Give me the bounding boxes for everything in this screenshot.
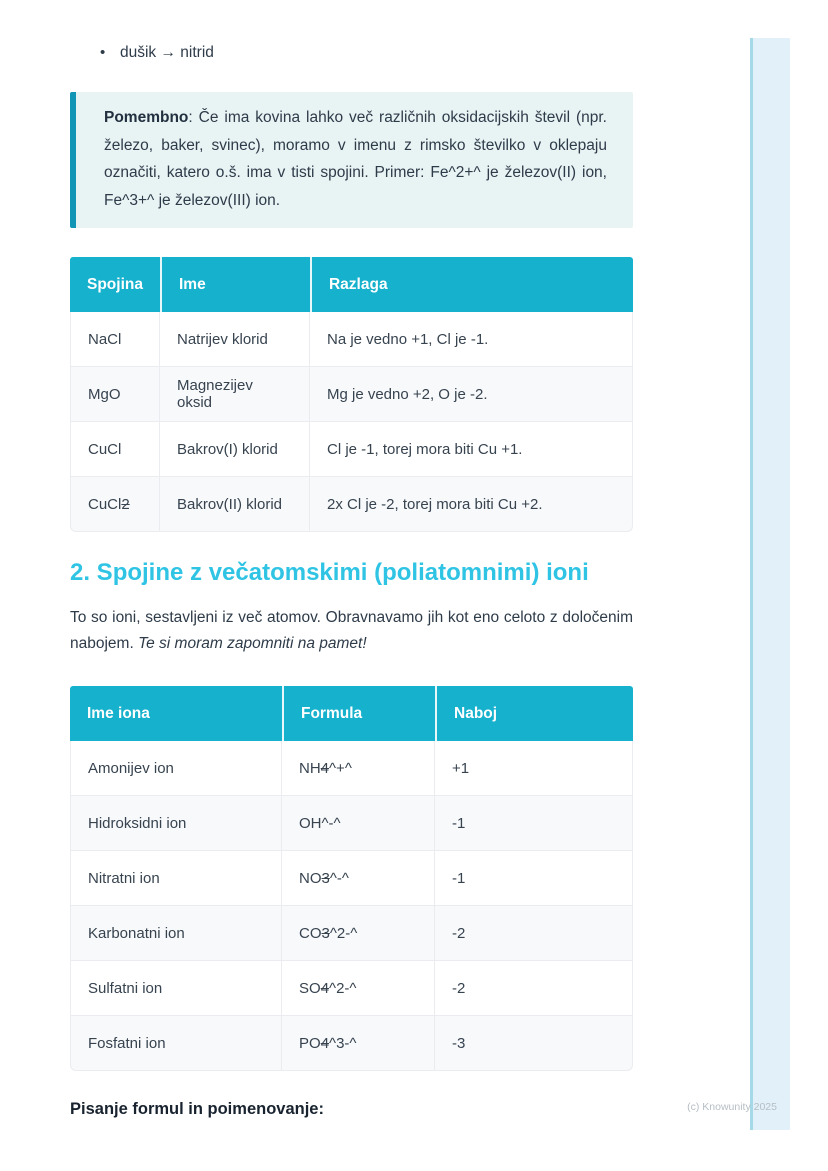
bullet-text: dušik → nitrid — [120, 44, 214, 61]
formula-pre: CO — [299, 924, 322, 942]
compound-cell — [70, 422, 160, 477]
formula-struck-digit: 4 — [320, 759, 330, 777]
column-header-ime-iona: Ime iona — [70, 686, 282, 741]
ion-name-cell: Nitratni ion — [70, 851, 282, 906]
formula-cell — [282, 1016, 435, 1071]
explanation-cell: Cl je -1, torej mora biti Cu +1. — [310, 422, 633, 477]
ion-name-cell: Karbonatni ion — [70, 906, 282, 961]
formula-cell — [282, 851, 435, 906]
column-header-formula: Formula — [282, 686, 435, 741]
callout-body: : Če ima kovina lahko več različnih oksidacijskih števil (npr. železo, baker, svinec), moramo v imenu z rimsko številko v oklepaju označiti, katero o.š. ima v tisti spojini. Primer: Fe^2+^ je železov(II) ion, Fe^3+^ je železov(III) ion. — [104, 109, 607, 209]
formula-post: ^3-^ — [329, 1034, 357, 1052]
compound-cell — [70, 312, 160, 367]
list-item — [70, 42, 633, 64]
charge-cell: -1 — [435, 851, 633, 906]
bullet-icon: • — [100, 44, 106, 61]
callout-text — [104, 104, 607, 214]
column-header-razlaga: Razlaga — [310, 257, 633, 312]
name-cell: Magnezijev oksid — [160, 367, 310, 422]
name-cell: Natrijev klorid — [160, 312, 310, 367]
formula-struck-digit: 3 — [321, 924, 330, 942]
table-row — [70, 851, 633, 906]
explanation-cell: 2x Cl je -2, torej mora biti Cu +2. — [310, 477, 633, 532]
charge-cell: -3 — [435, 1016, 633, 1071]
name-cell: Bakrov(II) klorid — [160, 477, 310, 532]
formula-struck-digit: 4 — [320, 979, 330, 997]
column-header-ime: Ime — [160, 257, 310, 312]
compound-text: MgO — [88, 385, 121, 403]
formula-post: ^2-^ — [329, 979, 357, 997]
section-paragraph — [70, 605, 633, 657]
section-heading: 2. Spojine z večatomskimi (poliatomnimi) ioni — [70, 559, 589, 586]
right-margin-strip — [750, 38, 790, 1130]
formula-struck-digit: 4 — [320, 1034, 330, 1052]
formula-post: ^-^ — [329, 869, 349, 887]
column-header-spojina: Spojina — [70, 257, 160, 312]
copyright-watermark: (c) Knowunity 2025 — [687, 1101, 777, 1113]
compound-cell — [70, 477, 160, 532]
column-header-naboj: Naboj — [435, 686, 633, 741]
ions-table — [70, 686, 633, 1071]
compound-text: CuCl — [88, 495, 122, 513]
explanation-cell: Na je vedno +1, Cl je -1. — [310, 312, 633, 367]
ion-name-cell: Sulfatni ion — [70, 961, 282, 1016]
compound-struck-digit: 2 — [121, 495, 130, 513]
formula-pre: SO — [299, 979, 321, 997]
next-section-label: Pisanje formul in poimenovanje: — [70, 1100, 324, 1118]
table-row — [70, 1016, 633, 1071]
formula-post: ^2-^ — [329, 924, 358, 942]
table-row — [70, 477, 633, 532]
formula-pre: NH — [299, 759, 321, 777]
charge-cell: -2 — [435, 961, 633, 1016]
formula-pre: OH — [299, 814, 322, 832]
formula-cell — [282, 961, 435, 1016]
compound-cell — [70, 367, 160, 422]
compound-text: CuCl — [88, 440, 122, 458]
paragraph-text: To so ioni, sestavljeni iz več atomov. Obravnavamo jih kot eno celoto z določenim nabojem. — [70, 609, 633, 652]
ion-name-cell: Fosfatni ion — [70, 1016, 282, 1071]
explanation-cell: Mg je vedno +2, O je -2. — [310, 367, 633, 422]
callout-label: Pomembno — [104, 109, 189, 126]
table-header-row — [70, 257, 633, 312]
ion-name-cell: Amonijev ion — [70, 741, 282, 796]
table-row — [70, 422, 633, 477]
table-row — [70, 906, 633, 961]
formula-pre: NO — [299, 869, 322, 887]
name-cell: Bakrov(I) klorid — [160, 422, 310, 477]
compound-text: NaCl — [88, 330, 122, 348]
table-row — [70, 367, 633, 422]
formula-cell — [282, 796, 435, 851]
table-row — [70, 741, 633, 796]
table-row — [70, 961, 633, 1016]
charge-cell: +1 — [435, 741, 633, 796]
charge-cell: -2 — [435, 906, 633, 961]
formula-post: ^-^ — [321, 814, 341, 832]
formula-pre: PO — [299, 1034, 321, 1052]
important-callout — [70, 92, 633, 228]
table-header-row — [70, 686, 633, 741]
ion-name-cell: Hidroksidni ion — [70, 796, 282, 851]
formula-struck-digit: 3 — [321, 869, 330, 887]
formula-cell — [282, 741, 435, 796]
table-row — [70, 796, 633, 851]
table-row — [70, 312, 633, 367]
formula-cell — [282, 906, 435, 961]
charge-cell: -1 — [435, 796, 633, 851]
formula-post: ^+^ — [329, 759, 352, 777]
compounds-table — [70, 257, 633, 532]
paragraph-italic-text: Te si moram zapomniti na pamet! — [138, 635, 367, 652]
